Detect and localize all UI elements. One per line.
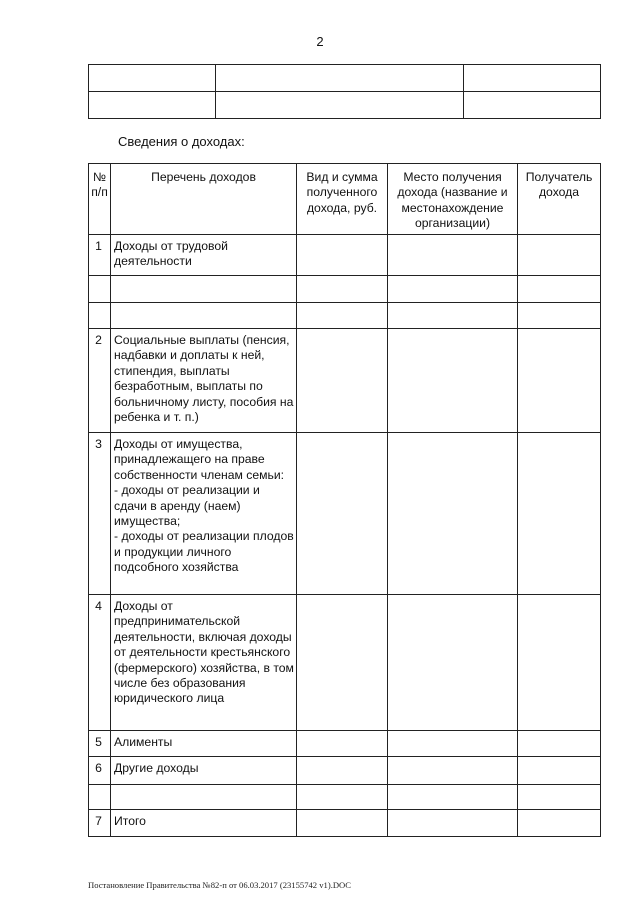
row-number: 1 bbox=[89, 235, 111, 276]
income-table bbox=[88, 163, 601, 837]
income-type: Другие доходы bbox=[111, 757, 297, 785]
place-cell bbox=[388, 276, 518, 303]
place-cell bbox=[388, 595, 518, 731]
amount-cell bbox=[297, 235, 388, 276]
table-row bbox=[89, 92, 601, 119]
place-cell bbox=[388, 757, 518, 785]
table-header-row bbox=[89, 164, 601, 235]
row-number: 7 bbox=[89, 810, 111, 837]
table-cell bbox=[464, 92, 601, 119]
top-table bbox=[88, 64, 601, 119]
header-num: № п/п bbox=[89, 164, 111, 235]
header-income-list: Перечень доходов bbox=[111, 164, 297, 235]
income-type: Доходы от имущества, принадлежащего на праве собственности членам семьи: - доходы от реализации и сдачи в аренду (наем) имущества; - доходы от реализации плодов и продукции личного подсобного хозяйства bbox=[111, 433, 297, 595]
amount-cell bbox=[297, 731, 388, 757]
income-type: Доходы от предпринимательской деятельности, включая доходы от деятельности крестьянского (фермерского) хозяйства, в том числе без образования юридического лица bbox=[111, 595, 297, 731]
amount-cell bbox=[297, 433, 388, 595]
header-place: Место получения дохода (название и местонахождение организации) bbox=[388, 164, 518, 235]
place-cell bbox=[388, 433, 518, 595]
table-cell bbox=[89, 65, 216, 92]
table-row bbox=[89, 65, 601, 92]
place-cell bbox=[388, 235, 518, 276]
table-row bbox=[89, 810, 601, 837]
header-amount: Вид и сумма полученного дохода, руб. bbox=[297, 164, 388, 235]
table-row bbox=[89, 757, 601, 785]
table-row bbox=[89, 303, 601, 329]
place-cell bbox=[388, 785, 518, 810]
place-cell bbox=[388, 303, 518, 329]
table-row bbox=[89, 235, 601, 276]
amount-cell bbox=[297, 595, 388, 731]
recipient-cell bbox=[518, 303, 601, 329]
row-number: 2 bbox=[89, 329, 111, 433]
row-number: 3 bbox=[89, 433, 111, 595]
header-recipient: Получатель дохода bbox=[518, 164, 601, 235]
income-type bbox=[111, 276, 297, 303]
recipient-cell bbox=[518, 595, 601, 731]
place-cell bbox=[388, 329, 518, 433]
table-cell bbox=[216, 92, 464, 119]
table-row bbox=[89, 595, 601, 731]
table-row bbox=[89, 276, 601, 303]
recipient-cell bbox=[518, 810, 601, 837]
income-type: Итого bbox=[111, 810, 297, 837]
recipient-cell bbox=[518, 731, 601, 757]
footer-doc-reference: Постановление Правительства №82-п от 06.03.2017 (23155742 v1).DOC bbox=[88, 880, 351, 890]
table-row bbox=[89, 329, 601, 433]
recipient-cell bbox=[518, 235, 601, 276]
income-type: Социальные выплаты (пенсия, надбавки и доплаты к ней, стипендия, выплаты безработным, выплаты по больничному листу, пособия на ребенка и т. п.) bbox=[111, 329, 297, 433]
page-number: 2 bbox=[316, 34, 324, 49]
row-number: 6 bbox=[89, 757, 111, 785]
section-title: Сведения о доходах: bbox=[118, 134, 245, 149]
table-cell bbox=[89, 92, 216, 119]
place-cell bbox=[388, 810, 518, 837]
row-number: 4 bbox=[89, 595, 111, 731]
recipient-cell bbox=[518, 757, 601, 785]
table-cell bbox=[464, 65, 601, 92]
row-number: 5 bbox=[89, 731, 111, 757]
amount-cell bbox=[297, 785, 388, 810]
income-type: Доходы от трудовой деятельности bbox=[111, 235, 297, 276]
recipient-cell bbox=[518, 276, 601, 303]
table-row bbox=[89, 433, 601, 595]
amount-cell bbox=[297, 329, 388, 433]
table-row bbox=[89, 785, 601, 810]
table-cell bbox=[216, 65, 464, 92]
row-number bbox=[89, 276, 111, 303]
recipient-cell bbox=[518, 329, 601, 433]
row-number bbox=[89, 303, 111, 329]
amount-cell bbox=[297, 303, 388, 329]
recipient-cell bbox=[518, 785, 601, 810]
recipient-cell bbox=[518, 433, 601, 595]
table-row bbox=[89, 731, 601, 757]
amount-cell bbox=[297, 810, 388, 837]
income-type bbox=[111, 785, 297, 810]
income-type bbox=[111, 303, 297, 329]
amount-cell bbox=[297, 757, 388, 785]
row-number bbox=[89, 785, 111, 810]
place-cell bbox=[388, 731, 518, 757]
income-type: Алименты bbox=[111, 731, 297, 757]
amount-cell bbox=[297, 276, 388, 303]
